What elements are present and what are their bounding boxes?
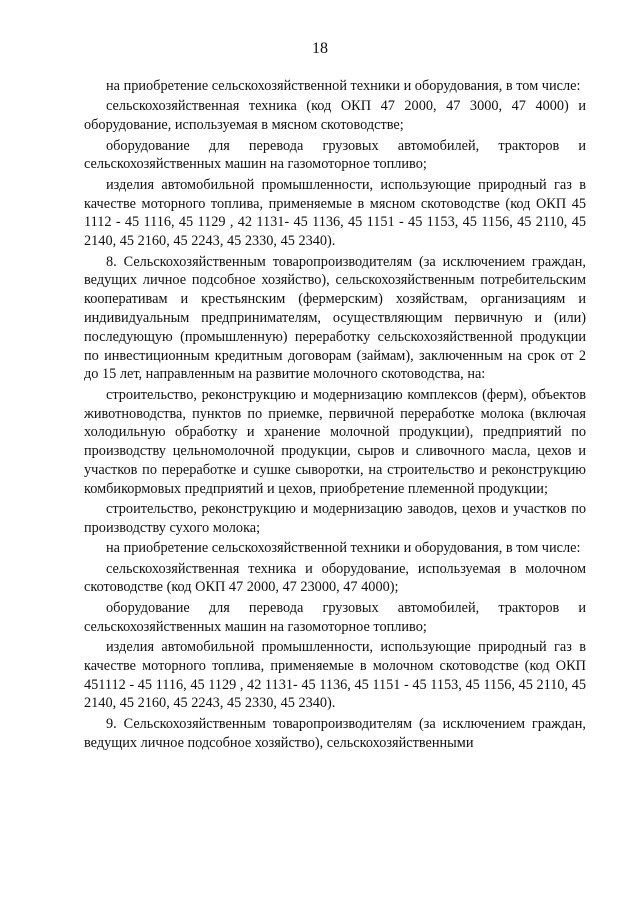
paragraph: на приобретение сельскохозяйственной техники и оборудования, в том числе: bbox=[106, 540, 581, 557]
paragraph: строительство, реконструкцию и модернизацию комплексов (ферм), объектов животноводства, пунктов по приемке, первичной переработке молока (включая холодильную обработку и хранение молочной продукции), предприятий по производству цельномолочной продукции, сыров и сливочного масла, цехов и участков по переработке и сушке сыворотки, на строительство и реконструкцию комбикормовых предприятий и цехов, приобретение племенной продукции; bbox=[84, 386, 586, 497]
paragraph: оборудование для перевода грузовых автомобилей, тракторов и сельскохозяйственных машин на газомоторное топливо; bbox=[84, 599, 586, 635]
body-text bbox=[84, 77, 586, 754]
paragraph: сельскохозяйственная техника и оборудование, используемая в молочном скотоводстве (код ОКП 47 2000, 47 23000, 47 4000); bbox=[84, 560, 586, 596]
paragraph: изделия автомобильной промышленности, использующие природный газ в качестве моторного топлива, применяемые в молочном скотоводстве (код ОКП 451112 - 45 1116, 45 1129 , 42 1131- 45 1136, 45 1151 - 45 1153, 45 1156, 45 2110, 45 2140, 45 2160, 45 2243, 45 2330, 45 2340). bbox=[84, 639, 586, 712]
paragraph: 8. Сельскохозяйственным товаропроизводителям (за исключением граждан, ведущих личное подсобное хозяйство), сельскохозяйственным потребительским кооперативам и крестьянским (фермерским) хозяйствам, организациям и индивидуальным предпринимателям, осуществляющим первичную и (или) последующую (промышленную) переработку сельскохозяйственной продукции по инвестиционным кредитным договорам (займам), заключенным на срок от 2 до 15 лет, направленным на развитие молочного скотоводства, на: bbox=[84, 253, 586, 383]
page-number: 18 bbox=[312, 40, 328, 57]
paragraph: оборудование для перевода грузовых автомобилей, тракторов и сельскохозяйственных машин на газомоторное топливо; bbox=[84, 137, 586, 173]
paragraph: сельскохозяйственная техника (код ОКП 47 2000, 47 3000, 47 4000) и оборудование, используемая в мясном скотоводстве; bbox=[84, 98, 586, 134]
paragraph: строительство, реконструкцию и модернизацию заводов, цехов и участков по производству сухого молока; bbox=[84, 501, 586, 536]
paragraph: изделия автомобильной промышленности, использующие природный газ в качестве моторного топлива, применяемые в мясном скотоводстве (код ОКП 45 1112 - 45 1116, 45 1129 , 42 1131- 45 1136, 45 1151 - 45 1153, 45 1156, 45 2110, 45 2140, 45 2160, 45 2243, 45 2330, 45 2340). bbox=[84, 176, 586, 250]
paragraph: на приобретение сельскохозяйственной техники и оборудования, в том числе: bbox=[106, 78, 581, 94]
paragraph: 9. Сельскохозяйственным товаропроизводителям (за исключением граждан, ведущих личное подсобное хозяйство), сельскохозяйственными bbox=[84, 715, 586, 751]
